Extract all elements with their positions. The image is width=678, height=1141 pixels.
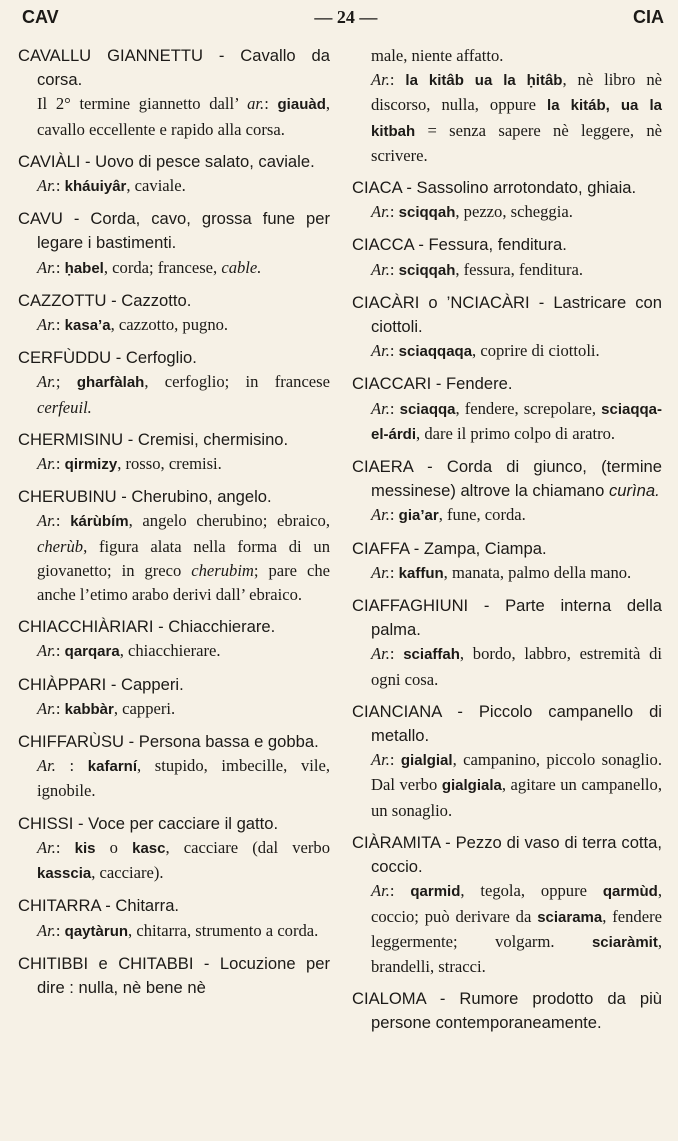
etymology-text: , bordo, labbro, estremità di ogni cosa. bbox=[371, 644, 662, 689]
etymology-text: o bbox=[95, 837, 133, 857]
italic-term: cerfeuil. bbox=[37, 397, 92, 417]
entry-definition: - Fessura, fenditura. bbox=[413, 235, 567, 255]
etymology-text: : bbox=[55, 920, 65, 940]
dictionary-entry bbox=[352, 831, 662, 979]
entry-headword: CAZZOTTU bbox=[18, 290, 107, 310]
entry-headline bbox=[352, 987, 662, 1035]
entry-headline bbox=[18, 150, 330, 174]
entry-headword: CHIÀPPARI bbox=[18, 674, 107, 694]
arabic-abbrev: Ar. bbox=[371, 398, 390, 418]
etymology-text: , pezzo, scheggia. bbox=[455, 202, 573, 222]
arabic-abbrev: Ar. bbox=[371, 259, 390, 279]
entry-etymology bbox=[352, 258, 662, 283]
entry-headword: CAVALLU GIANNETTU bbox=[18, 46, 203, 65]
entry-headword: CHIFFARÙSU bbox=[18, 732, 125, 752]
etymology-text: , coccio; può derivare da bbox=[371, 881, 662, 926]
entry-definition-italic: curìna. bbox=[608, 481, 660, 501]
etymology-text: : bbox=[389, 341, 399, 361]
entry-definition: - Corda, cavo, grossa fune per legare i bastimenti. bbox=[37, 209, 330, 253]
entry-definition: - Pezzo di vaso di terra cotta, coccio. bbox=[371, 832, 662, 877]
italic-term: cable. bbox=[221, 257, 262, 277]
arabic-term: la kitáb, ua la kitbah bbox=[371, 97, 662, 140]
etymology-text: , angelo cherubino; ebraico, bbox=[128, 511, 330, 531]
etymology-text: , chitarra, strumento a corda. bbox=[128, 920, 319, 940]
entry-definition: - Corda di giunco, (termine messinese) altrove la chiamano bbox=[371, 457, 662, 501]
entry-headline bbox=[18, 673, 330, 697]
arabic-abbrev: Ar. bbox=[371, 750, 390, 770]
arabic-abbrev: Ar. bbox=[37, 454, 56, 474]
arabic-abbrev: Ar. bbox=[371, 70, 390, 90]
entry-definition: - Capperi. bbox=[106, 674, 184, 694]
arabic-term: sciqqah bbox=[398, 261, 456, 279]
arabic-abbrev: Ar. bbox=[371, 505, 390, 525]
dictionary-entry bbox=[18, 346, 330, 420]
dictionary-entry bbox=[18, 485, 330, 607]
etymology-text: : bbox=[389, 750, 401, 770]
entry-headword: CAVIÀLI bbox=[18, 151, 81, 171]
entry-headword: CHISSI bbox=[18, 813, 74, 833]
arabic-abbrev: Ar. bbox=[371, 644, 390, 664]
arabic-term: sciaffah bbox=[403, 646, 460, 664]
etymology-text: ; pare che anche l’etimo arabo derivi dall’ ebraico. bbox=[37, 560, 330, 605]
arabic-abbrev: Ar. bbox=[37, 698, 56, 718]
entry-headword: CIACCA bbox=[352, 235, 414, 255]
arabic-term: ḥabel bbox=[64, 259, 104, 277]
etymology-text: : bbox=[55, 257, 65, 277]
dictionary-entry bbox=[18, 952, 330, 1000]
etymology-text: : bbox=[264, 94, 278, 114]
entry-headline bbox=[18, 730, 330, 754]
entry-headline bbox=[18, 894, 330, 918]
dictionary-entry bbox=[352, 44, 662, 168]
entry-etymology bbox=[18, 174, 330, 199]
etymology-text: , brandelli, stracci. bbox=[371, 931, 662, 976]
etymology-text: , stupido, imbecille, vile, ignobile. bbox=[37, 756, 330, 801]
etymology-text: , chiacchierare. bbox=[119, 641, 221, 661]
dictionary-entry bbox=[352, 291, 662, 365]
dictionary-entry bbox=[18, 894, 330, 943]
entry-headword: CERFÙDDU bbox=[18, 348, 112, 368]
dictionary-entry bbox=[352, 700, 662, 823]
etymology-text: , dare il primo colpo di aratro. bbox=[416, 423, 616, 443]
etymology-text: : bbox=[389, 562, 399, 582]
arabic-abbrev: Ar. bbox=[371, 562, 390, 582]
arabic-abbrev: Ar. bbox=[371, 202, 390, 222]
entry-headword: CIAFFAGHIUNI bbox=[352, 596, 469, 616]
entry-definition: - Sassolino arrotondato, ghiaia. bbox=[401, 178, 637, 198]
entry-headline bbox=[18, 812, 330, 836]
entry-etymology bbox=[18, 509, 330, 607]
entry-definition: - Rumore prodotto da più persone contemporaneamente. bbox=[371, 989, 662, 1033]
entry-etymology bbox=[18, 919, 330, 944]
arabic-abbrev: Ar. bbox=[37, 511, 56, 531]
arabic-term: kafarní bbox=[87, 758, 137, 776]
etymology-text: , figura alata nella forma di un giovanetto; in greco bbox=[37, 536, 330, 580]
arabic-term: qarqara bbox=[64, 643, 120, 661]
entry-headword: CIAERA bbox=[352, 457, 413, 477]
etymology-text: : bbox=[55, 641, 65, 661]
entry-etymology bbox=[18, 697, 330, 722]
right-column bbox=[352, 44, 662, 1131]
etymology-text: , fessura, fenditura. bbox=[455, 259, 583, 279]
entry-etymology bbox=[18, 836, 330, 886]
arabic-term: kasc bbox=[132, 839, 166, 857]
etymology-text: male, niente affatto. bbox=[371, 46, 504, 65]
dictionary-entry bbox=[18, 673, 330, 722]
etymology-text: Il 2° termine giannetto dall’ bbox=[37, 94, 248, 114]
entry-headword: CIACÀRI o ’NCIACÀRI bbox=[352, 292, 530, 312]
etymology-text: : bbox=[389, 202, 399, 222]
entry-headline bbox=[18, 207, 330, 255]
entry-headword: CHIACCHIÀRIARI bbox=[18, 617, 154, 637]
entry-definition: - Uovo di pesce salato, caviale. bbox=[80, 151, 315, 171]
entry-etymology bbox=[18, 313, 330, 338]
entry-headline bbox=[352, 372, 662, 396]
entry-definition: - Cremisi, chermisino. bbox=[123, 429, 289, 449]
dictionary-entry bbox=[18, 615, 330, 664]
etymology-text: , agitare un campanello, un sonaglio. bbox=[371, 775, 662, 820]
entry-definition: - Zampa, Ciampa. bbox=[409, 538, 547, 558]
etymology-text: ; bbox=[55, 372, 77, 392]
etymology-text: , capperi. bbox=[113, 698, 176, 718]
arabic-abbrev: Ar. bbox=[37, 837, 56, 857]
entry-headword: CIAFFA bbox=[352, 538, 410, 558]
etymology-text: : bbox=[55, 176, 65, 196]
arabic-abbrev: Ar. bbox=[37, 372, 56, 392]
etymology-text: , caviale. bbox=[126, 176, 186, 196]
entry-headline bbox=[352, 537, 662, 561]
etymology-text: : bbox=[389, 505, 399, 525]
arabic-term: kháuiyâr bbox=[64, 178, 127, 196]
entry-headline bbox=[352, 594, 662, 642]
arabic-abbrev: Ar. bbox=[371, 881, 390, 901]
entry-definition: - Persona bassa e gobba. bbox=[124, 732, 319, 752]
arabic-term: kárùbím bbox=[70, 513, 129, 531]
dictionary-entry bbox=[18, 730, 330, 804]
arabic-abbrev: Ar. bbox=[37, 641, 56, 661]
arabic-term: la kitâb ua la ḥitâb bbox=[405, 72, 563, 90]
etymology-text: , cacciare (dal verbo bbox=[165, 837, 330, 857]
entry-etymology bbox=[352, 748, 662, 823]
entry-headword: CIÀRAMITA bbox=[352, 832, 441, 852]
arabic-term: giauàd bbox=[277, 96, 326, 114]
arabic-abbrev: Ar. bbox=[371, 341, 390, 361]
entry-definition: - Piccolo campanello di metallo. bbox=[371, 701, 662, 746]
header-left-guide-word: CAV bbox=[22, 6, 59, 27]
arabic-term: sciqqah bbox=[398, 204, 456, 222]
entry-headword: CIACCARI bbox=[352, 374, 432, 394]
entry-headline bbox=[18, 952, 330, 1000]
dictionary-entry bbox=[352, 233, 662, 282]
etymology-text: , tegola, oppure bbox=[460, 881, 603, 901]
entry-definition: - Cavallo da corsa. bbox=[37, 46, 330, 90]
entry-headline bbox=[18, 44, 330, 92]
entry-etymology bbox=[352, 642, 662, 691]
arabic-term: kasscia bbox=[37, 865, 92, 883]
dictionary-entry bbox=[18, 44, 330, 142]
etymology-text: : bbox=[389, 881, 411, 901]
page-number: — 24 — bbox=[314, 6, 378, 27]
arabic-term: qarmid bbox=[410, 883, 461, 901]
etymology-text: , fune, corda. bbox=[438, 505, 526, 525]
entry-headword: CHERMISINU bbox=[18, 429, 124, 449]
arabic-term: gialgiala bbox=[441, 777, 502, 795]
entry-definition: - Cerfoglio. bbox=[111, 348, 197, 368]
arabic-term: sciaqqaqa bbox=[398, 343, 473, 361]
etymology-text: , corda; francese, bbox=[103, 257, 222, 277]
entry-headword: CHITARRA bbox=[18, 896, 101, 916]
arabic-term: qirmizy bbox=[64, 456, 118, 474]
arabic-term: sciarama bbox=[537, 908, 603, 926]
italic-term: cherùb bbox=[37, 536, 84, 556]
arabic-abbrev: Ar. bbox=[37, 756, 56, 776]
entry-headline bbox=[18, 428, 330, 452]
arabic-term: sciaràmit bbox=[591, 933, 658, 951]
entry-headword: CAVU bbox=[18, 209, 63, 229]
arabic-term: qaytàrun bbox=[64, 922, 129, 940]
etymology-text: : bbox=[389, 644, 404, 664]
arabic-term: qarmùd bbox=[602, 883, 658, 901]
etymology-text: : bbox=[55, 756, 88, 776]
arabic-term: sciaqqa-el-árdi bbox=[371, 400, 663, 443]
arabic-term: gialgial bbox=[400, 752, 453, 770]
entry-definition: - Parte interna della palma. bbox=[371, 596, 662, 640]
etymology-text: : bbox=[55, 698, 65, 718]
etymology-text: : bbox=[55, 454, 65, 474]
entry-definition: - Lastricare con ciottoli. bbox=[371, 292, 663, 337]
arabic-term: kabbàr bbox=[64, 700, 114, 718]
etymology-text: , cacciare). bbox=[91, 863, 164, 883]
entry-headline bbox=[18, 485, 330, 509]
arabic-abbrev: Ar. bbox=[37, 257, 56, 277]
entry-headline bbox=[18, 346, 330, 370]
entry-etymology bbox=[18, 92, 330, 141]
entry-headword: CHERUBINU bbox=[18, 487, 117, 507]
dictionary-entry bbox=[352, 594, 662, 692]
entry-etymology bbox=[352, 200, 662, 225]
etymology-text: : bbox=[55, 511, 71, 531]
etymology-text: , campanino, piccolo sonaglio. Dal verbo bbox=[371, 750, 662, 795]
entry-etymology bbox=[352, 503, 662, 528]
entry-headline bbox=[352, 455, 662, 503]
etymology-text: : bbox=[389, 259, 399, 279]
entry-etymology bbox=[18, 256, 330, 281]
entry-etymology bbox=[352, 44, 662, 68]
dictionary-entry bbox=[18, 289, 330, 338]
entry-headline bbox=[18, 615, 330, 639]
etymology-text: : bbox=[55, 837, 75, 857]
entry-definition: - Fendere. bbox=[431, 374, 513, 394]
entry-etymology bbox=[352, 68, 662, 168]
arabic-term: kis bbox=[74, 839, 96, 857]
etymology-text: , cerfoglio; in francese bbox=[144, 372, 330, 392]
etymology-text: : bbox=[389, 70, 406, 90]
dictionary-entry bbox=[18, 207, 330, 281]
etymology-text: , nè libro nè discorso, nulla, oppure bbox=[371, 70, 662, 115]
arabic-abbrev: Ar. bbox=[37, 315, 56, 335]
dictionary-entry bbox=[352, 455, 662, 529]
etymology-text: : bbox=[389, 398, 400, 418]
left-column bbox=[18, 44, 330, 1131]
etymology-text: , fendere, screpolare, bbox=[455, 398, 602, 418]
running-header bbox=[22, 4, 664, 30]
etymology-text: , rosso, cremisi. bbox=[117, 454, 222, 474]
arabic-abbrev: Ar. bbox=[37, 176, 56, 196]
entry-definition: - Cherubino, angelo. bbox=[116, 487, 272, 507]
arabic-term: gia’ar bbox=[398, 507, 439, 525]
entry-headline bbox=[18, 289, 330, 313]
entry-etymology bbox=[18, 370, 330, 419]
arabic-abbrev: Ar. bbox=[37, 920, 56, 940]
entry-etymology bbox=[18, 639, 330, 664]
entry-headword: CHITIBBI e CHITABBI bbox=[18, 953, 194, 973]
italic-term: ar. bbox=[247, 94, 265, 114]
entry-etymology bbox=[18, 452, 330, 477]
entry-definition: - Locuzione per dire : nulla, nè bene nè bbox=[37, 953, 330, 997]
etymology-text: , cavallo eccellente e rapido alla corsa. bbox=[37, 94, 331, 139]
etymology-text: , coprire di ciottoli. bbox=[472, 341, 600, 361]
entry-headline bbox=[352, 291, 662, 339]
dictionary-entry bbox=[18, 150, 330, 199]
entry-etymology bbox=[352, 879, 662, 979]
etymology-text: , fendere leggermente; volgarm. bbox=[371, 906, 662, 951]
etymology-text: : bbox=[55, 315, 65, 335]
entry-headline bbox=[352, 831, 662, 879]
arabic-term: kasa’a bbox=[64, 317, 111, 335]
dictionary-entry bbox=[352, 372, 662, 447]
arabic-term: kaffun bbox=[398, 564, 444, 582]
arabic-term: sciaqqa bbox=[399, 400, 456, 418]
dictionary-entry bbox=[18, 428, 330, 477]
header-right-guide-word: CIA bbox=[632, 6, 664, 27]
dictionary-entry bbox=[18, 812, 330, 887]
italic-term: cherubim bbox=[191, 560, 254, 580]
dictionary-entry bbox=[352, 987, 662, 1035]
entry-headline bbox=[352, 176, 662, 200]
etymology-text: = senza sapere nè leggere, nè scrivere. bbox=[371, 120, 662, 165]
entry-etymology bbox=[352, 561, 662, 586]
entry-headword: CIANCIANA bbox=[352, 701, 442, 721]
entry-definition: - Voce per cacciare il gatto. bbox=[73, 813, 279, 833]
entry-etymology bbox=[18, 754, 330, 803]
entry-headline bbox=[352, 233, 662, 257]
entry-definition: - Chiacchierare. bbox=[153, 617, 276, 637]
entry-headword: CIALOMA bbox=[352, 989, 426, 1009]
entry-definition: - Chitarra. bbox=[100, 896, 180, 916]
dictionary-entry bbox=[352, 176, 662, 225]
entry-etymology bbox=[352, 339, 662, 364]
etymology-text: , manata, palmo della mano. bbox=[443, 562, 632, 582]
arabic-term: gharfàlah bbox=[76, 374, 145, 392]
entry-headline bbox=[352, 700, 662, 748]
entry-etymology bbox=[352, 397, 662, 447]
dictionary-entry bbox=[352, 537, 662, 586]
entry-headword: CIACA bbox=[352, 178, 402, 198]
etymology-text: , cazzotto, pugno. bbox=[110, 315, 229, 335]
entry-definition: - Cazzotto. bbox=[106, 290, 192, 310]
